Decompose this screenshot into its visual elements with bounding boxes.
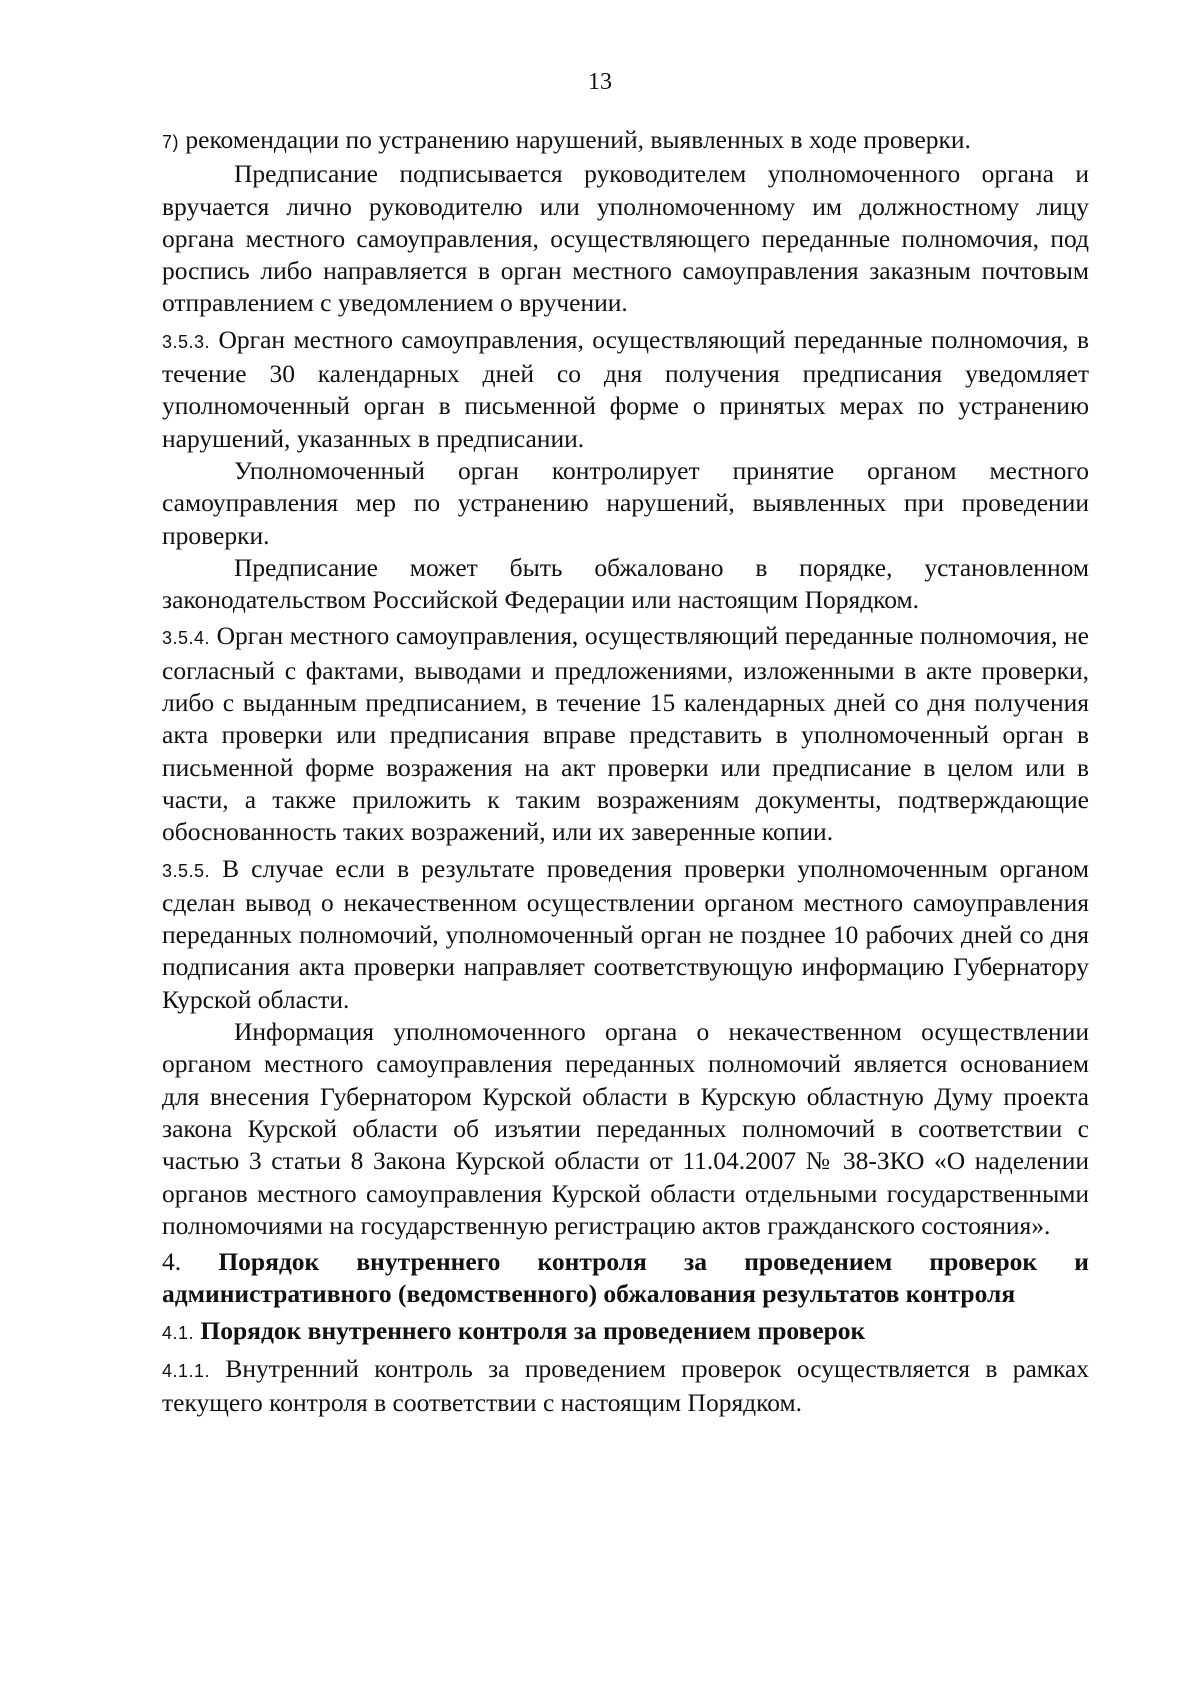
list-item-text: рекомендации по устранению нарушений, выявленных в ходе проверки. xyxy=(185,125,971,154)
paragraph-information: Информация уполномоченного органа о некачественном осуществлении органом местного самоуправления переданных полномочий является основанием для внесения Губернатором Курской области в Курскую областную Думу проекта закона Курской области об изъятии переданных полномочий в соответствии с частью 3 статьи 8 Закона Курской области от 11.04.2007 № 38-ЗКО «О наделении органов местного самоуправления Курской области отдельными государственными полномочиями на государственную регистрацию актов гражданского состояния». xyxy=(162,1017,1089,1240)
clause-4-1-1 xyxy=(162,1353,1089,1420)
clause-3-5-3 xyxy=(162,324,1089,455)
section-heading-4 xyxy=(162,1246,1089,1311)
section-title: Порядок внутреннего контроля за проведением проверок xyxy=(200,1315,866,1345)
clause-number: 3.5.4. xyxy=(162,628,211,649)
paragraph-control: Уполномоченный орган контролирует принятие органом местного самоуправления мер по устранению нарушений, выявленных при проведении проверки. xyxy=(162,455,1089,550)
paragraph-appeal: Предписание может быть обжаловано в порядке, установленном законодательством Российской Федерации или настоящим Порядком. xyxy=(162,552,1089,615)
clause-text: Орган местного самоуправления, осуществляющий переданные полномочия, не согласный с фактами, выводами и предложениями, изложенными в акте проверки, либо с выданным предписанием, в течение 15 календарных дней со дня получения акта проверки или предписания вправе представить в уполномоченный орган в письменной форме возражения на акт проверки или предписание в целом или в части, а также приложить к таким возражениям документы, подтверждающие обоснованность таких возражений, или их заверенные копии. xyxy=(162,621,1090,847)
clause-number: 3.5.5. xyxy=(162,860,211,881)
document-body xyxy=(162,124,1089,1420)
list-item-number: 7) xyxy=(162,132,180,152)
list-item-7 xyxy=(162,124,1089,158)
page-number: 13 xyxy=(588,69,612,95)
clause-3-5-4 xyxy=(162,620,1089,848)
clause-text: Орган местного самоуправления, осуществляющий переданные полномочия, в течение 30 календарных дней со дня получения предписания уведомляет уполномоченный орган в письменной форме о принятых мерах по устранению нарушений, указанных в предписании. xyxy=(162,324,1089,453)
clause-text: В случае если в результате проведения проверки уполномоченным органом сделан вывод о некачественном осуществлении органом местного самоуправления переданных полномочий, уполномоченный орган не позднее 10 рабочих дней со дня подписания акта проверки направляет соответствующую информацию Губернатору Курской области. xyxy=(162,853,1089,1014)
clause-number: 3.5.3. xyxy=(162,331,211,352)
paragraph-prescription-signed: Предписание подписывается руководителем уполномоченного органа и вручается лично руководителю или уполномоченному им должностному лицу органа местного самоуправления, осуществляющего переданные полномочия, под роспись либо направляется в орган местного самоуправления заказным почтовым отправлением с уведомлением о вручении. xyxy=(162,159,1089,318)
section-heading-4-1 xyxy=(162,1315,1089,1349)
section-number: 4. xyxy=(162,1247,182,1277)
section-title: Порядок внутреннего контроля за проведением проверок и административного (ведомственного) обжалования результатов контроля xyxy=(162,1247,1089,1309)
clause-text: Внутренний контроль за проведением проверок осуществляется в рамках текущего контроля в соответствии с настоящим Порядком. xyxy=(162,1353,1090,1418)
clause-number: 4.1.1. xyxy=(162,1360,211,1381)
section-number: 4.1. xyxy=(162,1322,195,1343)
clause-3-5-5 xyxy=(162,853,1089,1016)
